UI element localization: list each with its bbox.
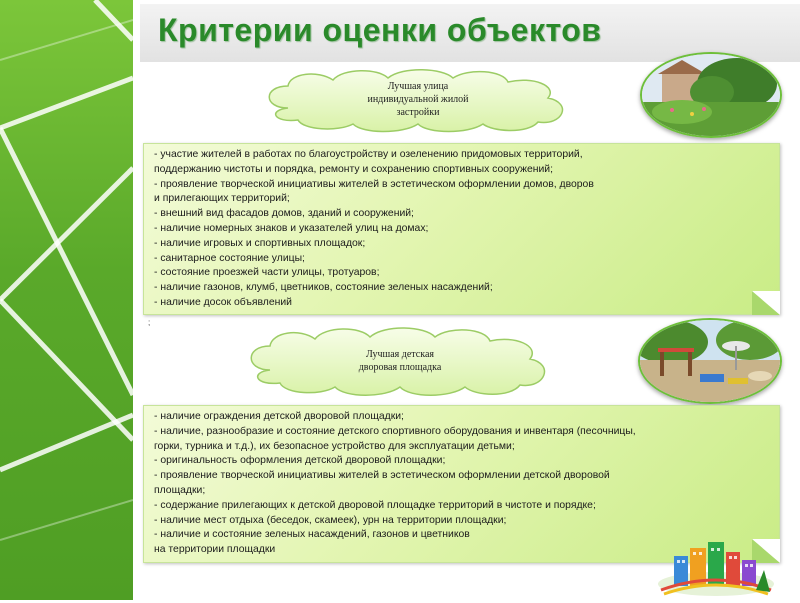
list-item: - наличие досок объявлений	[154, 296, 292, 308]
criteria-panel-street	[143, 143, 780, 315]
list-item: площадки;	[154, 484, 206, 496]
list-item: и прилегающих территорий;	[154, 193, 290, 205]
cloud-line: застройки	[396, 107, 440, 118]
list-item: - проявление творческой инициативы жителей в эстетическом оформлении детской дворовой	[154, 470, 610, 482]
list-item: - проявление творческой инициативы жителей в эстетическом оформлении домов, дворов	[154, 178, 594, 190]
list-item: - участие жителей в работах по благоустройству и озеленению придомовых территорий,	[154, 149, 583, 160]
street-image	[642, 54, 780, 136]
cloud-line: Лучшая улица	[387, 81, 449, 92]
list-item: - наличие игровых и спортивных площадок;	[154, 237, 366, 249]
page-title: Критерии оценки объектов	[158, 12, 602, 48]
list-item: - наличие и состояние зеленых насаждений, газонов и цветников	[154, 529, 470, 541]
left-decorative-panel	[0, 0, 133, 600]
street-photo	[640, 52, 782, 138]
playground-photo	[638, 318, 782, 404]
list-item: - наличие газонов, клумб, цветников, состояние зеленых насаждений;	[154, 282, 493, 294]
cloud-line: Лучшая детская	[365, 349, 434, 360]
decorative-lines	[0, 0, 133, 600]
cloud-label-playground	[240, 326, 560, 398]
criteria-list-playground	[154, 410, 771, 558]
list-item: - оригинальность оформления детской дворовой площадки;	[154, 455, 446, 467]
playground-image	[640, 320, 780, 402]
list-item: - наличие, разнообразие и состояние детского спортивного оборудования и инвентаря (песочницы,	[154, 425, 636, 437]
list-item: - наличие номерных знаков и указателей улиц на домах;	[154, 222, 429, 234]
list-item: поддержанию чистоты и порядка, ремонту и сохранению спортивных сооружений;	[154, 163, 553, 175]
list-item: - внешний вид фасадов домов, зданий и сооружений;	[154, 208, 414, 220]
list-item: - санитарное состояние улицы;	[154, 252, 305, 264]
panel-fold-corner	[752, 291, 780, 315]
list-item: - содержание прилегающих к детской дворовой площадке территорий в чистоте и порядке;	[154, 499, 596, 511]
list-item: - состояние проезжей части улицы, тротуаров;	[154, 267, 380, 279]
cloud-label-street	[258, 68, 578, 134]
stray-mark: ;	[148, 318, 151, 327]
cloud-line: индивидуальной жилой	[367, 94, 469, 105]
cloud-line: дворовая площадка	[358, 362, 442, 373]
list-item: - наличие мест отдыха (беседок, скамеек), урн на территории площадки;	[154, 514, 507, 526]
list-item: горки, турника и т.д.), их безопасное устройство для эксплуатации детьми;	[154, 440, 515, 452]
list-item: - наличие ограждения детской дворовой площадки;	[154, 411, 404, 422]
city-buildings-icon	[656, 540, 776, 598]
list-item: на территории площадки	[154, 544, 276, 556]
criteria-list-street	[154, 148, 771, 311]
city-logo	[656, 540, 776, 598]
